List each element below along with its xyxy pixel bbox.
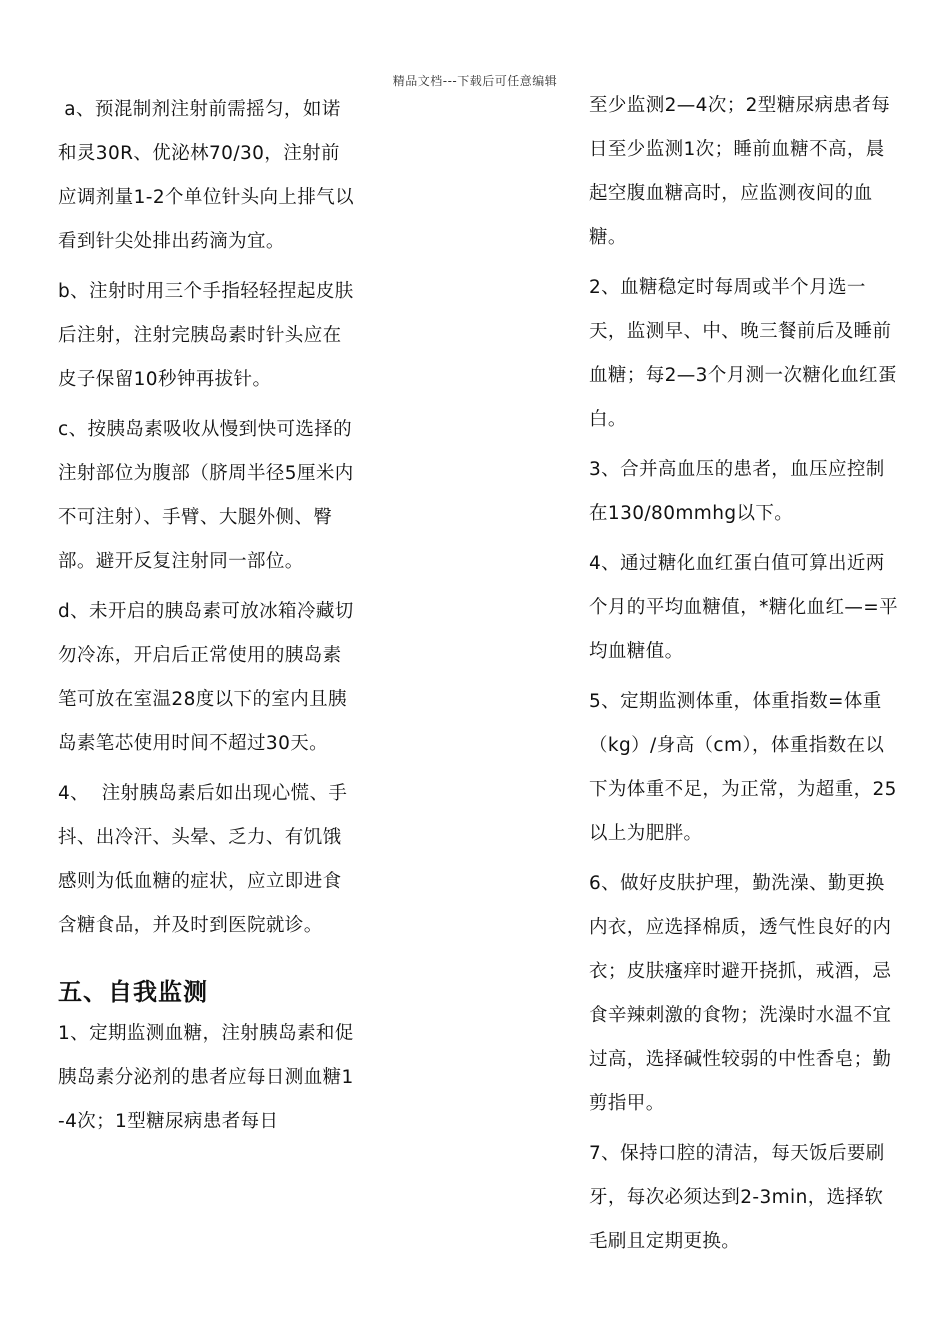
paragraph-injection-technique: b、注射时用三个手指轻轻捏起皮肤后注射，注射完胰岛素时针头应在皮子保留10秒钟再拔针。: [58, 281, 354, 390]
right-column: [589, 84, 899, 1270]
paragraph-monitor-1: 1、定期监测血糖，注射胰岛素和促胰岛素分泌剂的患者应每日测血糖1-4次；1型糖尿病患者每日: [58, 1023, 354, 1132]
paragraph-monitor-5: 5、定期监测体重，体重指数=体重（kg）/身高（cm），体重指数在以下为体重不足，为正常，为超重，25以上为肥胖。: [589, 691, 897, 844]
left-column: [58, 88, 358, 1150]
paragraph-monitor-2: 2、血糖稳定时每周或半个月选一天，监测早、中、晚三餐前后及睡前血糖；每2—3个月测一次糖化血红蛋白。: [589, 277, 897, 430]
paragraph-premix: a、预混制剂注射前需摇匀，如诺和灵30R、优泌林70/30，注射前应调剂量1-2个单位针头向上排气以看到针尖处排出药滴为宜。: [58, 99, 355, 252]
paragraph-monitor-6: 6、做好皮肤护理，勤洗澡、勤更换内衣，应选择棉质，透气性良好的内衣；皮肤瘙痒时避开挠抓，戒酒，忌食辛辣刺激的食物；洗澡时水温不宜过高，选择碱性较弱的中性香皂；勤剪指甲。: [589, 873, 892, 1114]
paragraph-injection-sites: c、按胰岛素吸收从慢到快可选择的注射部位为腹部（脐周半径5厘米内不可注射）、手臂、大腿外侧、臀部。避开反复注射同一部位。: [58, 419, 354, 572]
paragraph-monitor-7: 7、保持口腔的清洁，每天饭后要刷牙，每次必须达到2-3min，选择软毛刷且定期更换。: [589, 1143, 885, 1252]
paragraph-monitor-4: 4、通过糖化血红蛋白值可算出近两个月的平均血糖值，*糖化血红—=平均血糖值。: [589, 553, 899, 662]
paragraph-hypoglycemia: 4、 注射胰岛素后如出现心慌、手抖、出冷汗、头晕、乏力、有饥饿感则为低血糖的症状，应立即进食含糖食品，并及时到医院就诊。: [58, 783, 348, 936]
header-watermark: 精品文档---下载后可任意编辑: [392, 74, 558, 88]
paragraph-monitor-1-cont: 至少监测2—4次；2型糖尿病患者每日至少监测1次；睡前血糖不高，晨起空腹血糖高时，应监测夜间的血糖。: [589, 95, 891, 248]
section-heading-self-monitoring: 五、自我监测: [58, 978, 208, 1006]
paragraph-monitor-3: 3、合并高血压的患者，血压应控制在130/80mmhg以下。: [589, 459, 885, 524]
paragraph-storage: d、未开启的胰岛素可放冰箱冷藏切勿冷冻，开启后正常使用的胰岛素笔可放在室温28度以下的室内且胰岛素笔芯使用时间不超过30天。: [58, 601, 354, 754]
